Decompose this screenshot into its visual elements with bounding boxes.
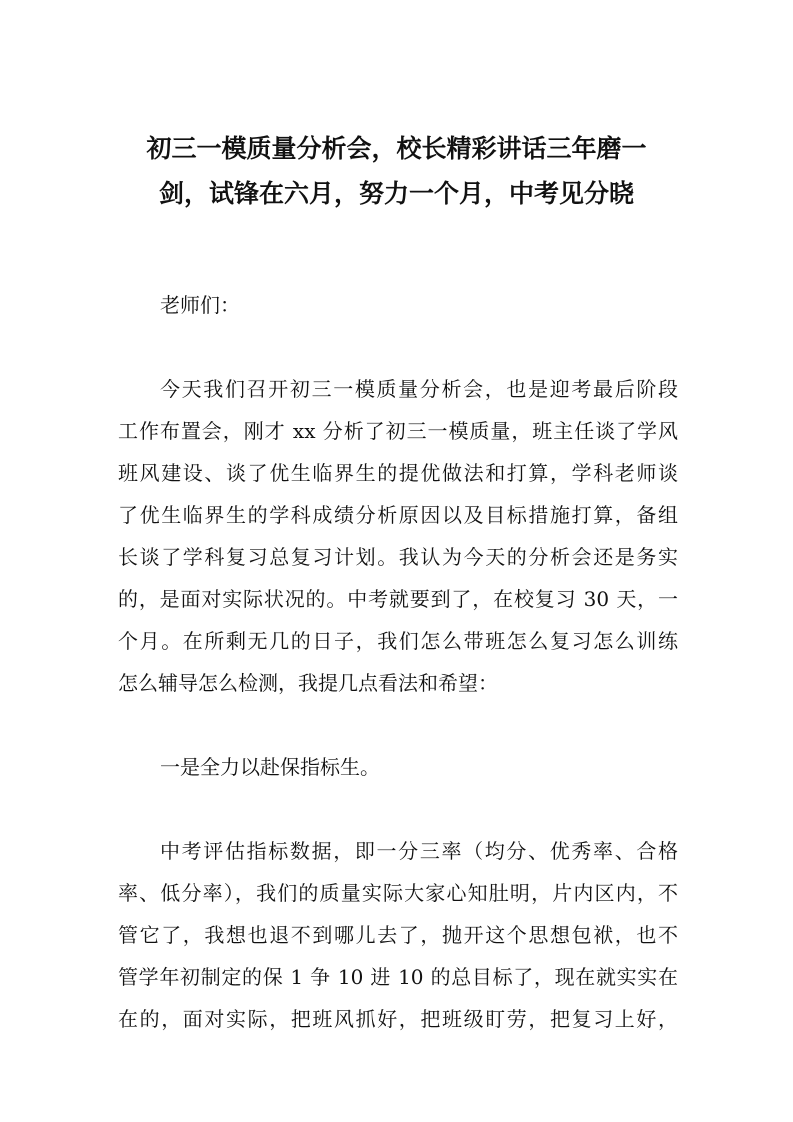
salutation-text: 老师们： [160,293,240,317]
paragraph-line: 怎么辅导怎么检测，我提几点看法和希望： [118,671,498,695]
paragraph-line: 在的，面对实际，把班风抓好，把班级盯劳，把复习上好， [118,1007,678,1031]
paragraph-line: 管学年初制定的保 1 争 10 进 10 的总目标了，现在就实实在 [118,965,678,989]
section-heading-1 [118,746,678,788]
document-title [100,126,693,216]
paragraph-line: 个月。在所剩无几的日子，我们怎么带班怎么复习怎么训练 [118,629,678,653]
paragraph-line: 今天我们召开初三一模质量分析会，也是迎考最后阶段 [160,377,678,401]
paragraph-line: 的，是面对实际状况的。中考就要到了，在校复习 30 天，一 [118,587,678,611]
paragraph-line: 了优生临界生的学科成绩分析原因以及目标措施打算，备组 [118,503,678,527]
paragraph-1 [118,368,678,704]
salutation [118,284,678,326]
paragraph-line: 工作布置会，刚才 xx 分析了初三一模质量，班主任谈了学风 [118,419,678,443]
title-line: 初三一模质量分析会，校长精彩讲话三年磨一 [146,134,647,163]
paragraph-line: 率、低分率），我们的质量实际大家心知肚明，片内区内，不 [118,881,678,905]
paragraph-line: 管它了，我想也退不到哪儿去了，抛开这个思想包袱，也不 [118,923,678,947]
paragraph-2 [118,830,678,1040]
title-line: 剑，试锋在六月，努力一个月，中考见分晓 [158,179,634,208]
paragraph-line: 长谈了学科复习总复习计划。我认为今天的分析会还是务实 [118,545,678,569]
paragraph-line: 班风建设、谈了优生临界生的提优做法和打算，学科老师谈 [118,461,678,485]
paragraph-line: 中考评估指标数据，即一分三率（均分、优秀率、合格 [160,839,678,863]
heading-text: 一是全力以赴保指标生。 [160,755,380,779]
